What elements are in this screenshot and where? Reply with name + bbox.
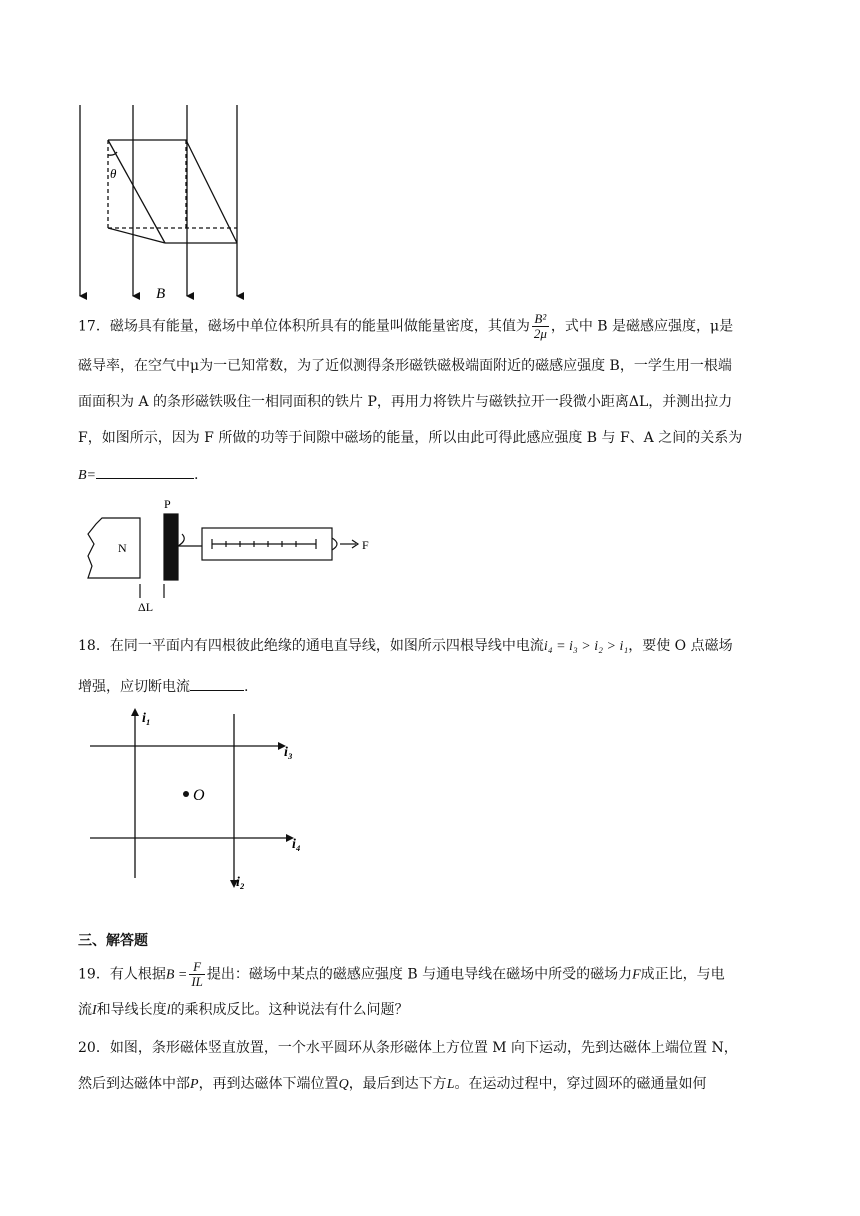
answer-blank-17[interactable] [96, 464, 194, 479]
b-label: B [156, 286, 166, 302]
section-title: 三、解答题 [78, 933, 148, 949]
o-label: O [193, 787, 205, 804]
delta-l-label: ΔL [138, 600, 154, 614]
q17-line-4: F，如图所示，因为 F 所做的功等于间隙中磁场的能量，所以由此可得此感应强度 B 与 F、A 之间的关系为 [78, 430, 743, 446]
b-formula-fraction: $\frac{F}{IL}$ [191, 959, 203, 989]
q19-line-1: 19．有人根据B = $\frac{F}{IL}$ 提出：磁场中某点的磁感应强度 B 与通电导线在磁场中所受的磁场力F成正比，与电 [78, 959, 725, 989]
energy-density-fraction: $\frac{\text{B²}}{2\mu}$ [533, 311, 547, 341]
magnet-body [88, 518, 140, 578]
answer-blank-18[interactable] [190, 676, 244, 691]
figure-magnet-spring [84, 494, 384, 616]
q17-line-2: 磁导率，在空气中μ为一已知常数，为了近似测得条形磁铁磁极端面附近的磁感应强度 B，一学生用一根端 [78, 358, 732, 374]
i4-label: i₄ [292, 837, 301, 852]
frame-base-front [108, 228, 165, 243]
balance-end [332, 538, 337, 550]
q18-line-2: 增强，应切断电流 . [78, 676, 788, 697]
hook [178, 534, 202, 546]
i2-label: i₂ [236, 875, 245, 890]
i1-label: i₁ [142, 711, 151, 726]
f-label: F [362, 538, 369, 552]
n-pole-label: N [118, 541, 127, 555]
q17-line-1: 17．磁场具有能量，磁场中单位体积所具有的能量叫做能量密度，其值为 $\frac{\text{B²}}{2\mu}$ ，式中 B 是磁感应强度，μ是 [78, 311, 734, 341]
iron-plate [164, 514, 178, 580]
q17-line-3: 面面积为 A 的条形磁铁吸住一相同面积的铁片 P，再用力将铁片与磁铁拉开一段微小距离ΔL，并测出拉力 [78, 394, 733, 410]
q20-line-2: 然后到达磁体中部P，再到达磁体下端位置Q，最后到达下方L。在运动过程中，穿过圆环的磁通量如何 [78, 1076, 707, 1092]
p-label: P [164, 497, 171, 511]
current-relation: i₄ = i₃ > i₂ > i₁ [543, 639, 629, 654]
q18-line-1: 18．在同一平面内有四根彼此绝缘的通电直导线，如图所示四根导线中电流i₄ = i₃ > i₂ > i₁，要使 O 点磁场 [78, 638, 733, 654]
theta-label: θ [110, 166, 117, 181]
figure-four-wires [86, 706, 316, 892]
q19-line-2: 流I和导线长度l的乘积成反比。这种说法有什么问题？ [78, 1002, 409, 1018]
i3-label: i₃ [284, 745, 293, 760]
q17-line-5: B= . [78, 464, 788, 486]
point-o-dot [183, 791, 189, 797]
q20-line-1: 20．如图，条形磁体竖直放置，一个水平圆环从条形磁体上方位置 M 向下运动，先到达磁体上端位置 N， [78, 1040, 738, 1056]
figure-field-frame [70, 100, 260, 310]
